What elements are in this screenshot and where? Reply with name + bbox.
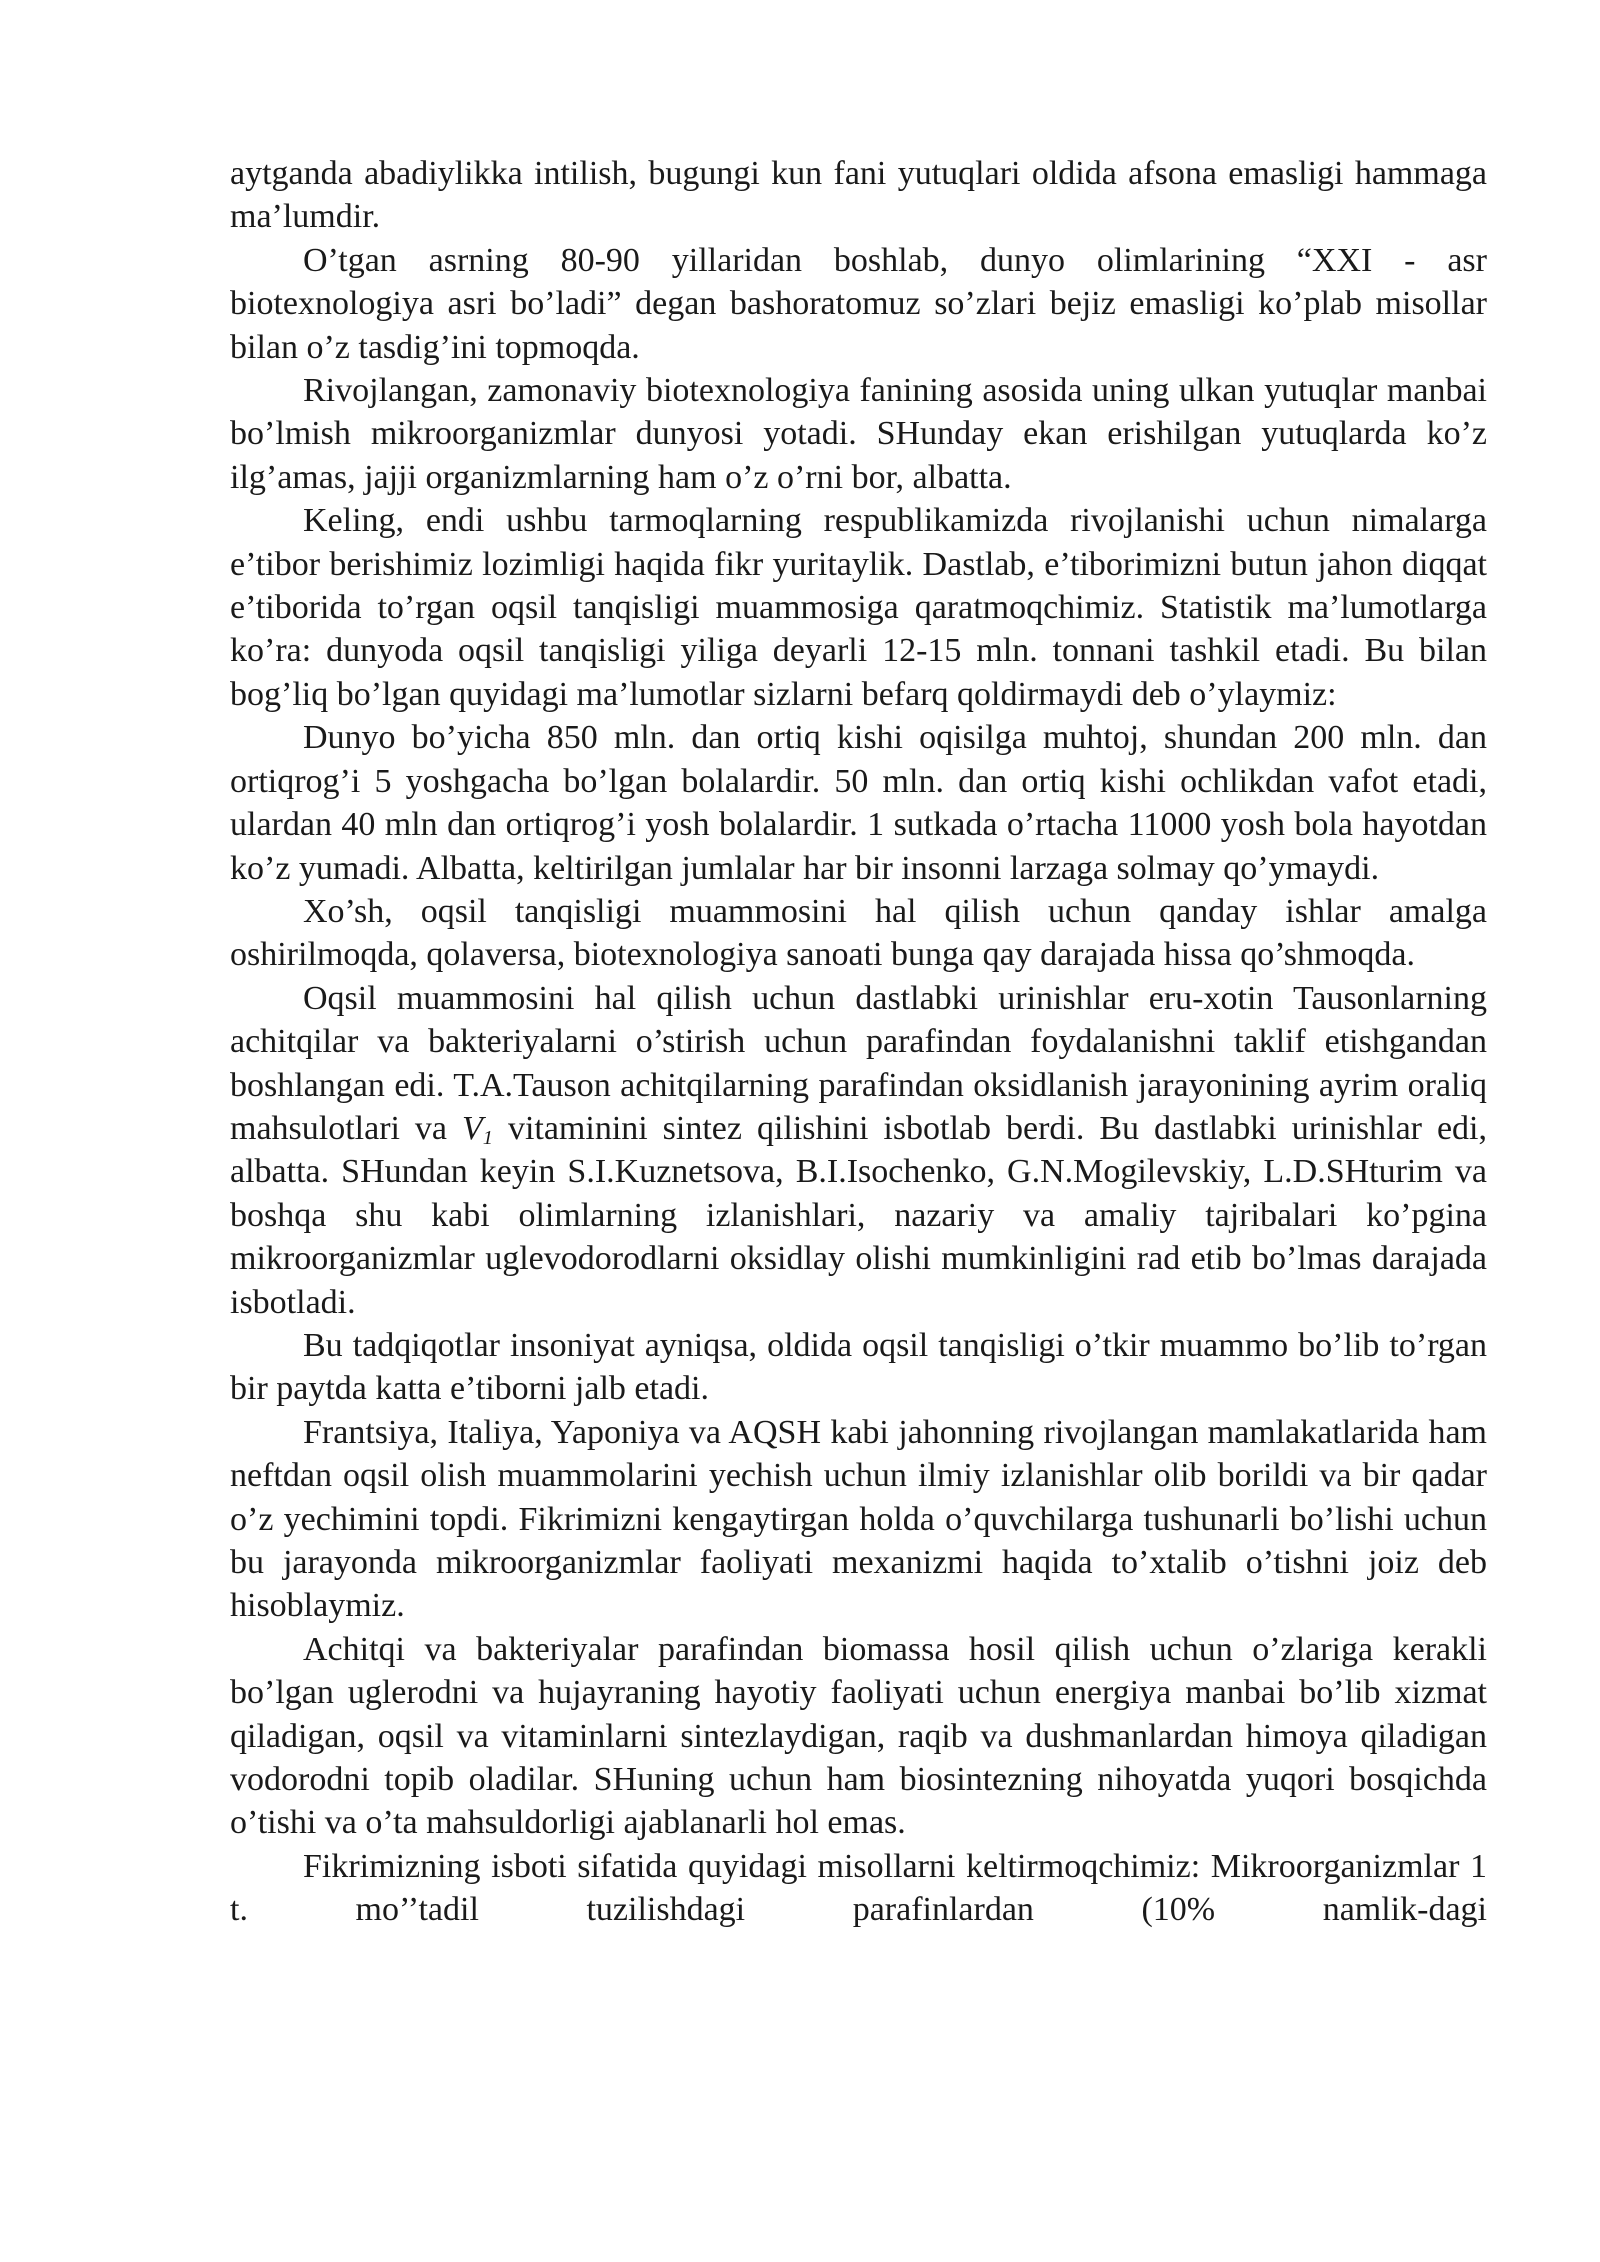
paragraph-2: O’tgan asrning 80-90 yillaridan boshlab, dunyo olimlarining “XXI - asr biotexnologiya asri bo’ladi” degan bashoratomuz so’zlari bejiz emasligi ko’plab misollar bilan o’z tasdig’ini topmoqda. xyxy=(230,241,1487,366)
paragraph-7 xyxy=(230,977,1487,1324)
vitamin-v1-symbol xyxy=(462,1109,493,1150)
paragraph-5: Dunyo bo’yicha 850 mln. dan ortiq kishi oqisilga muhtoj, shundan 200 mln. dan ortiqrog’i 5 yoshgacha bo’lgan bolalardir. 50 mln. dan ortiq kishi ochlikdan vafot etadi, ulardan 40 mln dan ortiqrog’i yosh bolalardir. 1 sutkada o’rtacha 11000 yosh bola hayotdan ko’z yumadi. Albatta, keltirilgan jumlalar har bir insonni larzaga solmay qo’ymaydi. xyxy=(230,719,1487,887)
vitamin-subscript: 1 xyxy=(482,1127,493,1150)
paragraph-6: Xo’sh, oqsil tanqisligi muammosini hal qilish uchun qanday ishlar amalga oshirilmoqda, qolaversa, biotexnologiya sanoati bunga qay darajada hissa qo’shmoqda. xyxy=(230,892,1487,974)
paragraph-11: Fikrimizning isboti sifatida quyidagi misollarni keltirmoqchimiz: Mikroorganizmlar 1 t. mo’’tadil tuzilishdagi parafinlardan (10% namlik-dagi xyxy=(230,1847,1487,1929)
paragraph-1: aytganda abadiylikka intilish, bugungi kun fani yutuqlari oldida afsona emasligi hammaga ma’lumdir. xyxy=(230,155,1487,236)
paragraph-7-text-after: vitaminini sintez qilishini isbotlab berdi. Bu dastlabki urinishlar edi, albatta. SHundan keyin S.I.Kuznetsova, B.I.Isochenko, G.N.Mogilevskiy, L.D.SHturim va boshqa shu kabi olimlarning izlanishlari, nazariy va amaliy tajribalari ko’pgina mikroorganizmlar uglevodorodlarni oksidlay olishi mumkinligini rad etib bo’lmas darajada isbotladi. xyxy=(230,1109,1487,1321)
paragraph-8: Bu tadqiqotlar insoniyat ayniqsa, oldida oqsil tanqisligi o’tkir muammo bo’lib to’rgan bir paytda katta e’tiborni jalb etadi. xyxy=(230,1326,1487,1408)
paragraph-10: Achitqi va bakteriyalar parafindan biomassa hosil qilish uchun o’zlariga kerakli bo’lgan uglerodni va hujayraning hayotiy faoliyati uchun energiya manbai bo’lib xizmat qiladigan, oqsil va vitaminlarni sintezlaydigan, raqib va dushmanlardan himoya qiladigan vodorodni topib oladilar. SHuning uchun ham biosintezning nihoyatda yuqori bosqichda o’tishi va o’ta mahsuldorligi ajablanarli hol emas. xyxy=(230,1630,1487,1842)
paragraph-9: Frantsiya, Italiya, Yaponiya va AQSH kabi jahonning rivojlangan mamlakatlarida ham neftdan oqsil olish muammolarini yechish uchun ilmiy izlanishlar olib borildi va bir qadar o’z yechimini topdi. Fikrimizni kengaytirgan holda o’quvchilarga tushunarli bo’lishi uchun bu jarayonda mikroorganizmlar faoliyati mexanizmi haqida to’xtalib o’tishni joiz deb hisoblaymiz. xyxy=(230,1413,1487,1625)
document-page xyxy=(230,152,1487,1932)
paragraph-7-text-before: Oqsil muammosini hal qilish uchun dastlabki urinishlar eru-xotin Tausonlarning achitqilar va bakteriyalarni o’stirish uchun parafindan foydalanishni taklif etishgandan boshlangan edi. T.A.Tauson achitqilarning parafindan oksidlanish jarayonining ayrim oraliq mahsulotlari va xyxy=(230,979,1487,1147)
vitamin-letter: V xyxy=(462,1109,483,1147)
paragraph-3: Rivojlangan, zamonaviy biotexnologiya fanining asosida uning ulkan yutuqlar manbai bo’lmish mikroorganizmlar dunyosi yotadi. SHunday ekan erishilgan yutuqlarda ko’z ilg’amas, jajji organizmlarning ham o’z o’rni bor, albatta. xyxy=(230,372,1487,496)
paragraph-4: Keling, endi ushbu tarmoqlarning respublikamizda rivojlanishi uchun nimalarga e’tibor berishimiz lozimligi haqida fikr yuritaylik. Dastlab, e’tiborimizni butun jahon diqqat e’tiborida to’rgan oqsil tanqisligi muammosiga qaratmoqchimiz. Statistik ma’lumotlarga ko’ra: dunyoda oqsil tanqisligi yiliga deyarli 12-15 mln. tonnani tashkil etadi. Bu bilan bog’liq bo’lgan quyidagi ma’lumotlar sizlarni befarq qoldirmaydi deb o’ylaymiz: xyxy=(230,502,1487,713)
